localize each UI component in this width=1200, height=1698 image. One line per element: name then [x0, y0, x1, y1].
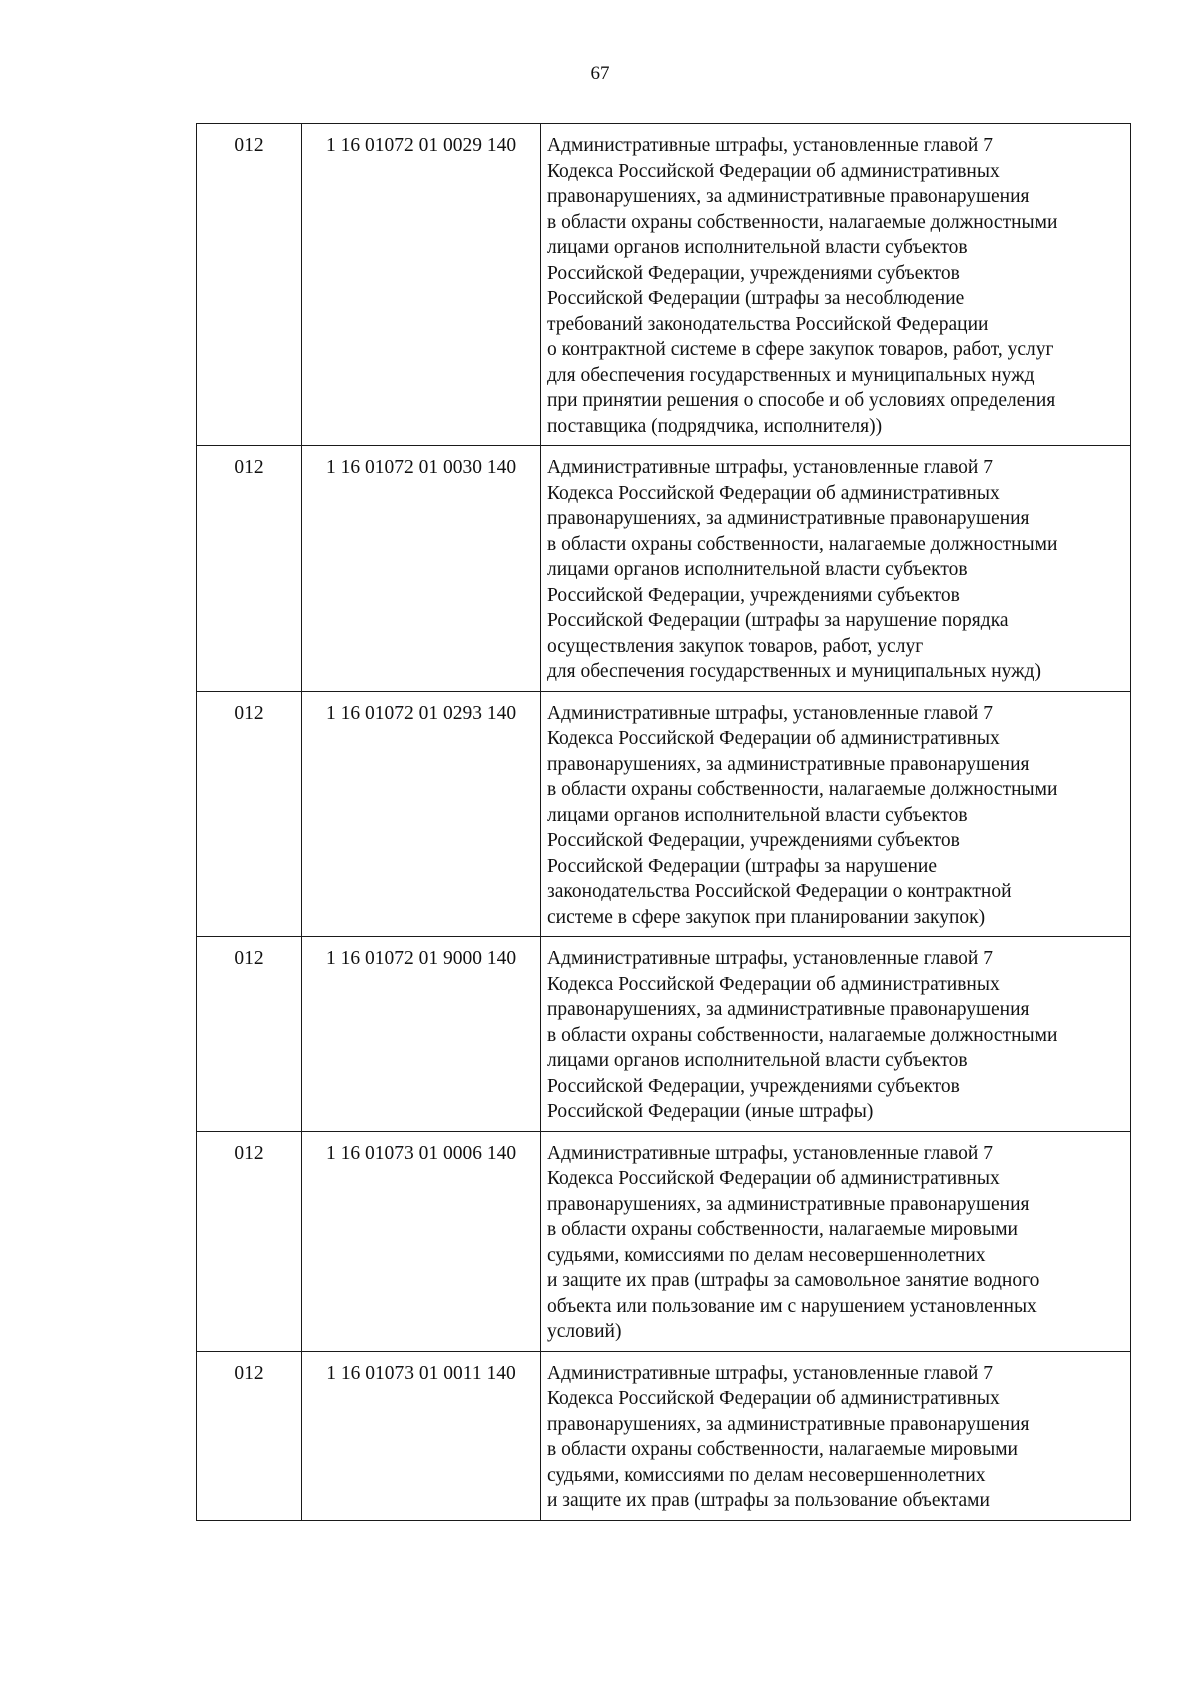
description-line: Российской Федерации (иные штрафы) — [547, 1101, 874, 1122]
description-line: Российской Федерации, учреждениями субъектов — [547, 1075, 960, 1097]
description-line: о контрактной системе в сфере закупок товаров, работ, услуг — [547, 339, 1054, 360]
admin-code-cell: 012 — [197, 446, 302, 692]
description-line: Административные штрафы, установленные главой 7 — [547, 135, 993, 156]
description-line: Российской Федерации, учреждениями субъектов — [547, 830, 960, 851]
description-cell — [541, 937, 1131, 1132]
description-line: правонарушениях, за административные правонарушения — [547, 186, 1030, 207]
description-line: Российской Федерации (штрафы за нарушение — [547, 855, 937, 877]
description-line: условий) — [547, 1321, 622, 1342]
table-row — [197, 937, 1131, 1132]
description-line: Российской Федерации (штрафы за нарушение порядка — [547, 610, 1009, 631]
description-line: Российской Федерации, учреждениями субъектов — [547, 584, 960, 606]
table-row — [197, 1131, 1131, 1351]
admin-code-cell: 012 — [197, 691, 302, 937]
description-line: поставщика (подрядчика, исполнителя)) — [547, 415, 883, 437]
admin-code-cell: 012 — [197, 937, 302, 1132]
description-line: для обеспечения государственных и муниципальных нужд) — [547, 661, 1042, 682]
description-line: правонарушениях, за административные правонарушения — [547, 999, 1030, 1020]
description-line: системе в сфере закупок при планировании закупок) — [547, 906, 986, 928]
description-line: для обеспечения государственных и муниципальных нужд — [547, 364, 1035, 386]
description-line: лицами органов исполнительной власти субъектов — [547, 1050, 968, 1071]
description-line: Административные штрафы, установленные главой 7 — [547, 457, 993, 478]
kbk-code-cell: 1 16 01072 01 0293 140 — [302, 691, 541, 937]
description-line: Кодекса Российской Федерации об административных — [547, 1168, 1000, 1189]
description-cell — [541, 124, 1131, 446]
page-number: 67 — [590, 63, 610, 84]
description-cell — [541, 1351, 1131, 1520]
description-line: объекта или пользование им с нарушением установленных — [547, 1295, 1037, 1317]
description-line: в области охраны собственности, налагаемые должностными — [547, 1024, 1058, 1046]
description-line: лицами органов исполнительной власти субъектов — [547, 804, 968, 826]
table-row — [197, 1351, 1131, 1520]
description-line: лицами органов исполнительной власти субъектов — [547, 559, 968, 580]
description-line: Административные штрафы, установленные главой 7 — [547, 1362, 993, 1384]
description-line: правонарушениях, за административные правонарушения — [547, 508, 1030, 529]
kbk-code-cell: 1 16 01073 01 0006 140 — [302, 1131, 541, 1351]
description-cell — [541, 1131, 1131, 1351]
description-line: в области охраны собственности, налагаемые мировыми — [547, 1219, 1018, 1240]
table-row — [197, 446, 1131, 692]
description-line: при принятии решения о способе и об условиях определения — [547, 390, 1056, 411]
description-line: Российской Федерации, учреждениями субъектов — [547, 262, 960, 284]
description-line: требований законодательства Российской Федерации — [547, 313, 989, 335]
description-line: в области охраны собственности, налагаемые должностными — [547, 211, 1058, 233]
description-line: правонарушениях, за административные правонарушения — [547, 1193, 1030, 1215]
admin-code-cell: 012 — [197, 124, 302, 446]
kbk-code-cell: 1 16 01073 01 0011 140 — [302, 1351, 541, 1520]
kbk-code-cell: 1 16 01072 01 0030 140 — [302, 446, 541, 692]
description-line: Кодекса Российской Федерации об административных — [547, 1388, 1000, 1409]
description-line: в области охраны собственности, налагаемые мировыми — [547, 1439, 1018, 1460]
description-line: Кодекса Российской Федерации об административных — [547, 973, 1000, 995]
description-line: осуществления закупок товаров, работ, услуг — [547, 635, 924, 657]
admin-code-cell: 012 — [197, 1131, 302, 1351]
description-line: Административные штрафы, установленные главой 7 — [547, 1142, 993, 1164]
description-line: судьями, комиссиями по делам несовершеннолетних — [547, 1244, 986, 1266]
description-line: в области охраны собственности, налагаемые должностными — [547, 779, 1058, 800]
description-line: правонарушениях, за административные правонарушения — [547, 1413, 1030, 1435]
description-line: Административные штрафы, установленные главой 7 — [547, 702, 993, 724]
description-line: Кодекса Российской Федерации об административных — [547, 160, 1000, 182]
description-line: лицами органов исполнительной власти субъектов — [547, 237, 968, 258]
description-line: правонарушениях, за административные правонарушения — [547, 753, 1030, 775]
description-line: судьями, комиссиями по делам несовершеннолетних — [547, 1464, 986, 1486]
table-row — [197, 691, 1131, 937]
description-line: и защите их прав (штрафы за пользование объектами — [547, 1490, 990, 1511]
budget-codes-table — [196, 123, 1131, 1521]
description-line: Кодекса Российской Федерации об административных — [547, 482, 1000, 504]
description-line: в области охраны собственности, налагаемые должностными — [547, 533, 1058, 555]
description-line: и защите их прав (штрафы за самовольное занятие водного — [547, 1270, 1040, 1291]
admin-code-cell: 012 — [197, 1351, 302, 1520]
description-line: Кодекса Российской Федерации об административных — [547, 728, 1000, 749]
table-body — [197, 124, 1131, 1521]
description-line: Административные штрафы, установленные главой 7 — [547, 948, 993, 969]
table-row — [197, 124, 1131, 446]
description-line: законодательства Российской Федерации о контрактной — [547, 881, 1012, 902]
kbk-code-cell: 1 16 01072 01 9000 140 — [302, 937, 541, 1132]
kbk-code-cell: 1 16 01072 01 0029 140 — [302, 124, 541, 446]
description-line: Российской Федерации (штрафы за несоблюдение — [547, 288, 965, 309]
description-cell — [541, 446, 1131, 692]
description-cell — [541, 691, 1131, 937]
